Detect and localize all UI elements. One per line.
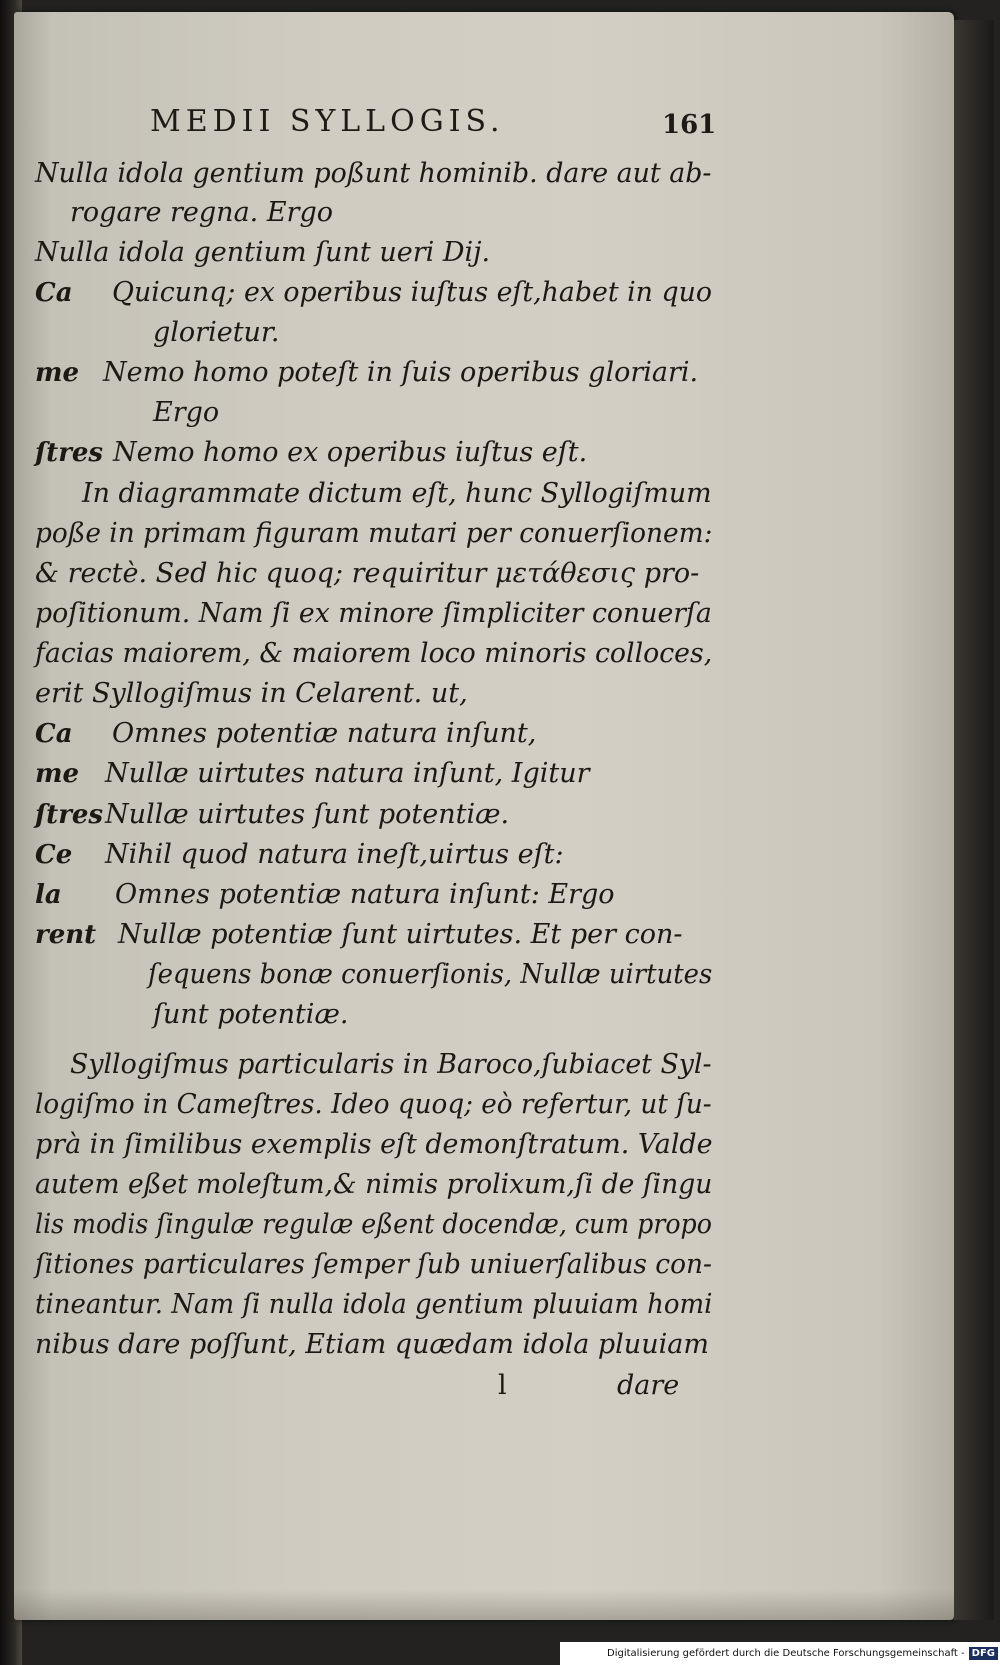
text-line: poſitionum. Nam ſi ex minore ſimpliciter conuerſa [35, 598, 712, 629]
mnemonic-tag: me [35, 358, 80, 388]
digitization-footer [560, 1642, 1000, 1665]
text-line: facias maiorem, & maiorem loco minoris colloces, [35, 638, 713, 669]
text-line: In diagrammate dictum eſt, hunc Syllogiſmum [82, 478, 712, 509]
text-line: & rectè. Sed hic quoq; requiritur μετάθεσις pro- [35, 558, 700, 589]
page-number: 161 [662, 110, 717, 140]
text-line: Nemo homo poteſt in ſuis operibus gloriari. [103, 357, 699, 388]
text-line: Nulla idola gentium poßunt hominib. dare aut ab- [35, 158, 712, 189]
mnemonic-tag: Ce [35, 840, 73, 870]
text-line: Nihil quod natura ineſt,uirtus eſt: [105, 839, 564, 870]
mnemonic-tag: ſtres [35, 438, 104, 468]
mnemonic-tag: ſtres [35, 800, 104, 830]
page-edge-strip [954, 20, 994, 1620]
text-line: logiſmo in Cameſtres. Ideo quoq; eò refertur, ut ſu- [35, 1089, 712, 1120]
text-line: Omnes potentiæ natura inſunt, [112, 718, 537, 749]
mnemonic-tag: Ca [35, 278, 73, 308]
text-line: Nemo homo ex operibus iuſtus eſt. [113, 437, 588, 468]
text-line: glorietur. [153, 317, 280, 348]
text-line: ſitiones particulares ſemper ſub uniuerſalibus con- [35, 1249, 712, 1280]
dfg-logo: DFG [969, 1647, 998, 1660]
text-line: erit Syllogiſmus in Celarent. ut, [35, 678, 468, 709]
running-title: MEDII SYLLOGIS. [150, 104, 505, 139]
text-line: ſunt potentiæ. [153, 999, 349, 1030]
signature-mark: l [498, 1370, 507, 1401]
catchword: dare [617, 1370, 680, 1401]
mnemonic-tag: me [35, 759, 80, 789]
text-line: Omnes potentiæ natura inſunt: Ergo [115, 879, 615, 910]
text-line: Nullæ potentiæ ſunt uirtutes. Et per con- [118, 919, 683, 950]
text-line: Ergo [153, 397, 220, 428]
text-line: ſequens bonæ conuerſionis, Nullæ uirtutes [148, 959, 713, 990]
text-line: autem eßet moleſtum,& nimis prolixum,ſi de ſingu [35, 1169, 713, 1200]
text-line: poße in primam figuram mutari per conuerſionem: [35, 518, 713, 549]
text-line: Nulla idola gentium ſunt ueri Dij. [35, 237, 491, 268]
text-line: Syllogiſmus particularis in Baroco,ſubiacet Syl- [70, 1049, 712, 1080]
text-line: nibus dare poſſunt, Etiam quædam idola pluuiam [35, 1329, 709, 1360]
mnemonic-tag: la [35, 880, 62, 910]
footer-credit: Digitalisierung gefördert durch die Deutsche Forschungsgemeinschaft - [607, 1648, 965, 1659]
text-line: Nullæ uirtutes ſunt potentiæ. [105, 799, 510, 830]
text-line: Nullæ uirtutes natura inſunt, Igitur [105, 758, 590, 789]
text-line: lis modis ſingulæ regulæ eßent docendæ, cum propo [35, 1209, 712, 1240]
mnemonic-tag: Ca [35, 719, 73, 749]
text-line: prà in ſimilibus exemplis eſt demonſtratum. Valde [35, 1129, 713, 1160]
text-line: rogare regna. Ergo [70, 197, 333, 228]
mnemonic-tag: rent [35, 920, 97, 950]
text-line: Quicunq; ex operibus iuſtus eſt,habet in quo [112, 277, 712, 308]
text-line: tineantur. Nam ſi nulla idola gentium pluuiam homi [35, 1289, 713, 1320]
